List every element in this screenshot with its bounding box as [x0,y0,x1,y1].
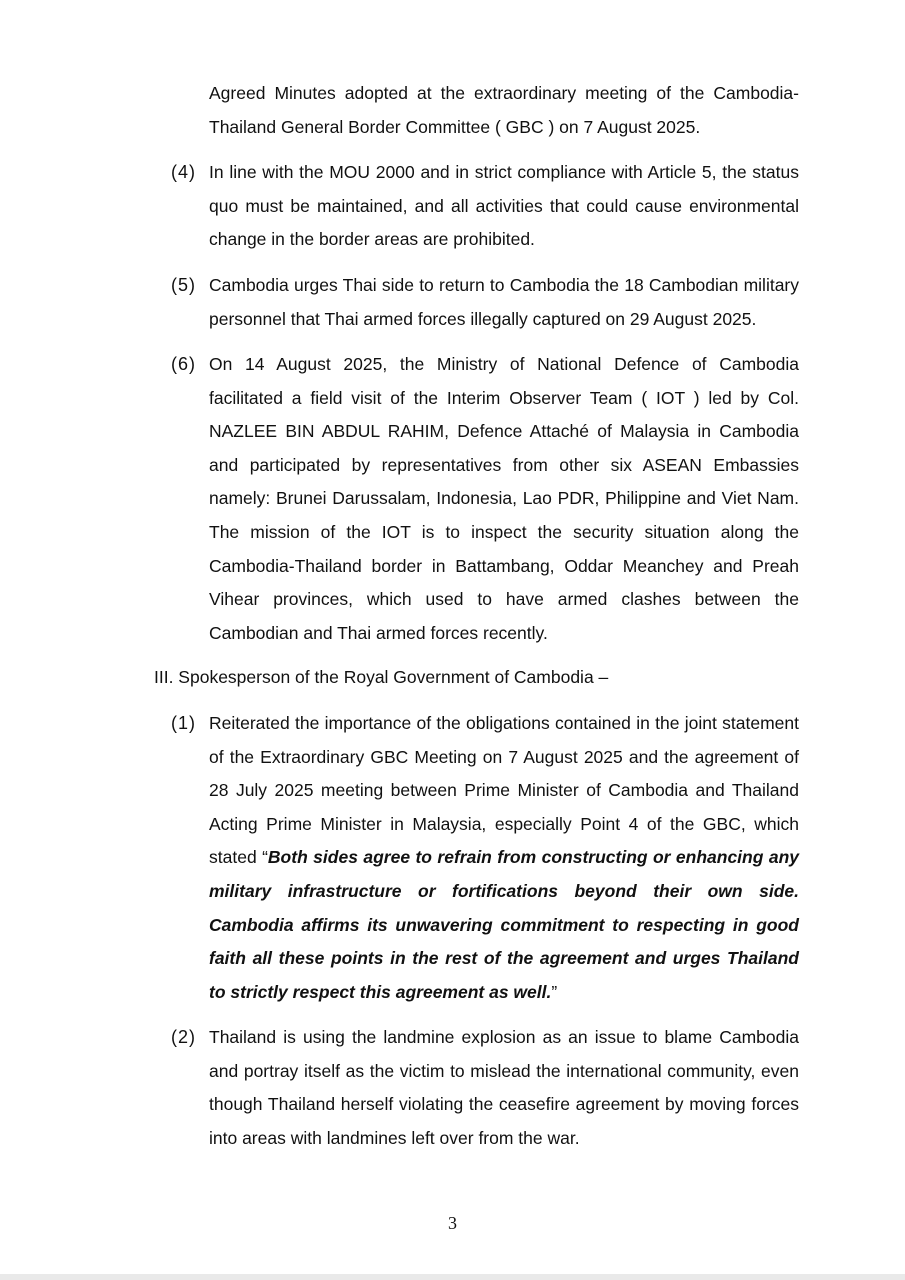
item-text: Reiterated the importance of the obligations contained in the joint statement of the Extraordinary GBC Meeting on 7 August 2025 and the agreement of 28 July 2025 meeting between Prime Minister of Cambodia and Thailand Acting Prime Minister in Malaysia, especially Point 4 of the GBC, which stated “ [209,713,799,868]
item-paragraph [209,707,799,1009]
continuation-paragraph: Agreed Minutes adopted at the extraordinary meeting of the Cambodia-Thailand General Border Committee ( GBC ) on 7 August 2025. [209,83,799,137]
item-paragraph: Cambodia urges Thai side to return to Cambodia the 18 Cambodian military personnel that Thai armed forces illegally captured on 29 August 2025. [209,275,799,329]
item-number: (5) [171,275,196,295]
item-number: (2) [171,1027,196,1047]
page-number: 3 [448,1213,457,1233]
section-heading: III. Spokesperson of the Royal Government of Cambodia – [154,667,609,687]
quoted-text: Both sides agree to refrain from constructing or enhancing any military infrastructure or fortifications beyond their own side. Cambodia affirms its unwavering commitment to respecting in good faith all these points in the rest of the agreement and urges Thailand to strictly respect this agreement as well. [209,847,799,1002]
item-paragraph: On 14 August 2025, the Ministry of National Defence of Cambodia facilitated a field visit of the Interim Observer Team ( IOT ) led by Col. NAZLEE BIN ABDUL RAHIM, Defence Attaché of Malaysia in Cambodia and participated by representatives from other six ASEAN Embassies namely: Brunei Darussalam, Indonesia, Lao PDR, Philippine and Viet Nam. The mission of the IOT is to inspect the security situation along the Cambodia-Thailand border in Battambang, Oddar Meanchey and Preah Vihear provinces, which used to have armed clashes between the Cambodian and Thai armed forces recently. [209,354,799,643]
page-bottom-edge [0,1274,905,1280]
item-paragraph: Thailand is using the landmine explosion as an issue to blame Cambodia and portray itself as the victim to mislead the international community, even though Thailand herself violating the ceasefire agreement by moving forces into areas with landmines left over from the war. [209,1027,799,1148]
closing-quote: ” [551,981,558,1002]
item-number: (1) [171,713,196,733]
item-paragraph: In line with the MOU 2000 and in strict compliance with Article 5, the status quo must be maintained, and all activities that could cause environmental change in the border areas are prohibited. [209,162,799,250]
item-number: (6) [171,354,196,374]
item-number: (4) [171,162,196,182]
